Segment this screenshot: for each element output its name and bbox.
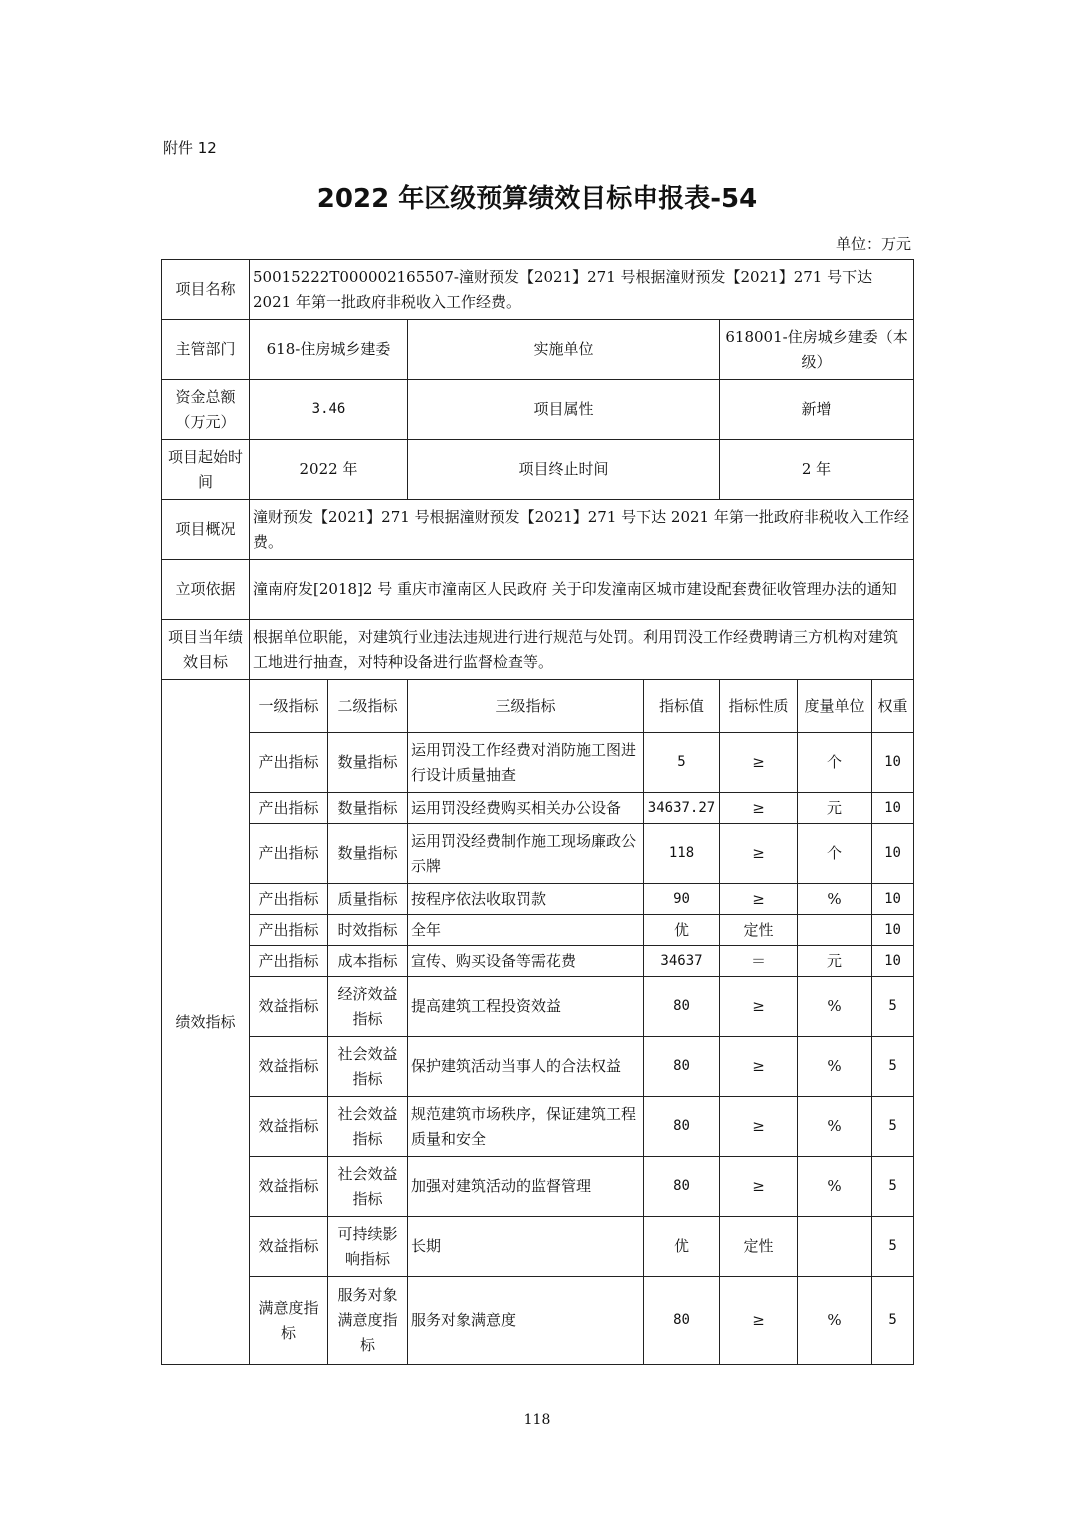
dept-value: 618-住房城乡建委 — [250, 320, 408, 380]
cell-l3: 加强对建筑活动的监督管理 — [408, 1157, 644, 1217]
cell-l2: 服务对象满意度指标 — [328, 1277, 408, 1365]
cell-nature: ≥ — [720, 733, 798, 793]
basis-label: 立项依据 — [162, 560, 250, 620]
page-title: 2022 年区级预算绩效目标申报表-54 — [316, 184, 758, 214]
impl-value: 618001-住房城乡建委（本级） — [720, 320, 914, 380]
cell-unit: % — [798, 1157, 872, 1217]
page-number: 118 — [523, 1412, 551, 1428]
table-row — [162, 1277, 914, 1365]
header-weight: 权重 — [872, 680, 914, 733]
cell-l2: 社会效益指标 — [328, 1157, 408, 1217]
cell-unit: 元 — [798, 793, 872, 824]
cell-nature: ≥ — [720, 793, 798, 824]
cell-nature: 定性 — [720, 1217, 798, 1277]
cell-unit: 元 — [798, 946, 872, 977]
cell-l2: 经济效益指标 — [328, 977, 408, 1037]
cell-weight: 10 — [872, 824, 914, 884]
dept-label: 主管部门 — [162, 320, 250, 380]
performance-target-table — [161, 259, 914, 1365]
table-row — [162, 1217, 914, 1277]
cell-weight: 10 — [872, 884, 914, 915]
table-row — [162, 915, 914, 946]
cell-l2: 时效指标 — [328, 915, 408, 946]
header-l2: 二级指标 — [328, 680, 408, 733]
cell-l2: 数量指标 — [328, 793, 408, 824]
cell-l2: 数量指标 — [328, 824, 408, 884]
table-row — [162, 1097, 914, 1157]
unit-label: 单位：万元 — [835, 235, 911, 253]
cell-l1: 产出指标 — [250, 733, 328, 793]
cell-weight: 10 — [872, 915, 914, 946]
cell-l2: 社会效益指标 — [328, 1097, 408, 1157]
header-value: 指标值 — [644, 680, 720, 733]
cell-l1: 产出指标 — [250, 824, 328, 884]
overview-label: 项目概况 — [162, 500, 250, 560]
cell-value: 优 — [644, 915, 720, 946]
cell-l3: 规范建筑市场秩序，保证建筑工程质量和安全 — [408, 1097, 644, 1157]
cell-nature: ≥ — [720, 1097, 798, 1157]
goal-value: 根据单位职能，对建筑行业违法违规进行进行规范与处罚。利用罚没工作经费聘请三方机构对建筑工地进行抽查，对特种设备进行监督检查等。 — [250, 620, 914, 680]
cell-value: 34637 — [644, 946, 720, 977]
cell-unit: % — [798, 1277, 872, 1365]
cell-weight: 5 — [872, 1217, 914, 1277]
cell-value: 118 — [644, 824, 720, 884]
cell-weight: 5 — [872, 1037, 914, 1097]
start-label: 项目起始时间 — [162, 440, 250, 500]
cell-value: 90 — [644, 884, 720, 915]
cell-nature: ≥ — [720, 1277, 798, 1365]
cell-weight: 10 — [872, 733, 914, 793]
impl-label: 实施单位 — [408, 320, 720, 380]
cell-weight: 5 — [872, 1157, 914, 1217]
cell-l3: 运用罚没经费制作施工现场廉政公示牌 — [408, 824, 644, 884]
cell-unit: % — [798, 1097, 872, 1157]
cell-l3: 全年 — [408, 915, 644, 946]
table-row — [162, 1037, 914, 1097]
overview-value: 潼财预发【2021】271 号根据潼财预发【2021】271 号下达 2021 年第一批政府非税收入工作经费。 — [250, 500, 914, 560]
header-l1: 一级指标 — [250, 680, 328, 733]
table-row — [162, 793, 914, 824]
attr-label: 项目属性 — [408, 380, 720, 440]
cell-l2: 成本指标 — [328, 946, 408, 977]
cell-value: 34637.27 — [644, 793, 720, 824]
cell-nature: ＝ — [720, 946, 798, 977]
cell-l1: 效益指标 — [250, 1217, 328, 1277]
header-l3: 三级指标 — [408, 680, 644, 733]
project-name-value: 50015222T000002165507-潼财预发【2021】271 号根据潼财预发【2021】271 号下达 2021 年第一批政府非税收入工作经费。 — [250, 260, 914, 320]
cell-l1: 效益指标 — [250, 1037, 328, 1097]
table-row — [162, 1157, 914, 1217]
cell-l1: 产出指标 — [250, 915, 328, 946]
cell-value: 优 — [644, 1217, 720, 1277]
end-label: 项目终止时间 — [408, 440, 720, 500]
fund-label: 资金总额（万元） — [162, 380, 250, 440]
cell-l1: 效益指标 — [250, 977, 328, 1037]
cell-value: 80 — [644, 1037, 720, 1097]
cell-unit — [798, 915, 872, 946]
table-row — [162, 824, 914, 884]
cell-value: 80 — [644, 977, 720, 1037]
attr-value: 新增 — [720, 380, 914, 440]
cell-l3: 宣传、购买设备等需花费 — [408, 946, 644, 977]
cell-nature: ≥ — [720, 824, 798, 884]
cell-unit: % — [798, 977, 872, 1037]
cell-l3: 服务对象满意度 — [408, 1277, 644, 1365]
cell-weight: 5 — [872, 1097, 914, 1157]
fund-value: 3.46 — [250, 380, 408, 440]
cell-l3: 运用罚没经费购买相关办公设备 — [408, 793, 644, 824]
cell-l2: 数量指标 — [328, 733, 408, 793]
end-value: 2 年 — [720, 440, 914, 500]
cell-value: 80 — [644, 1097, 720, 1157]
header-unit: 度量单位 — [798, 680, 872, 733]
project-name-label: 项目名称 — [162, 260, 250, 320]
goal-label: 项目当年绩效目标 — [162, 620, 250, 680]
cell-l1: 效益指标 — [250, 1097, 328, 1157]
cell-nature: ≥ — [720, 1157, 798, 1217]
table-row — [162, 946, 914, 977]
cell-nature: ≥ — [720, 884, 798, 915]
cell-weight: 10 — [872, 946, 914, 977]
cell-l3: 运用罚没工作经费对消防施工图进行设计质量抽查 — [408, 733, 644, 793]
cell-unit: % — [798, 884, 872, 915]
cell-unit: 个 — [798, 824, 872, 884]
perf-label: 绩效指标 — [162, 680, 250, 1365]
table-row — [162, 977, 914, 1037]
cell-l3: 保护建筑活动当事人的合法权益 — [408, 1037, 644, 1097]
start-value: 2022 年 — [250, 440, 408, 500]
cell-l1: 产出指标 — [250, 884, 328, 915]
cell-weight: 10 — [872, 793, 914, 824]
cell-value: 80 — [644, 1157, 720, 1217]
table-row — [162, 884, 914, 915]
cell-l1: 产出指标 — [250, 793, 328, 824]
cell-l3: 长期 — [408, 1217, 644, 1277]
cell-value: 5 — [644, 733, 720, 793]
cell-l2: 质量指标 — [328, 884, 408, 915]
cell-l2: 可持续影响指标 — [328, 1217, 408, 1277]
cell-l2: 社会效益指标 — [328, 1037, 408, 1097]
cell-unit: % — [798, 1037, 872, 1097]
annex-label: 附件 12 — [163, 139, 217, 157]
cell-nature: ≥ — [720, 1037, 798, 1097]
cell-l1: 满意度指标 — [250, 1277, 328, 1365]
table-row — [162, 733, 914, 793]
cell-l1: 效益指标 — [250, 1157, 328, 1217]
cell-l3: 按程序依法收取罚款 — [408, 884, 644, 915]
cell-nature: ≥ — [720, 977, 798, 1037]
cell-l1: 产出指标 — [250, 946, 328, 977]
basis-value: 潼南府发[2018]2 号 重庆市潼南区人民政府 关于印发潼南区城市建设配套费征收管理办法的通知 — [250, 560, 914, 620]
header-nature: 指标性质 — [720, 680, 798, 733]
cell-weight: 5 — [872, 1277, 914, 1365]
cell-unit — [798, 1217, 872, 1277]
cell-unit: 个 — [798, 733, 872, 793]
cell-nature: 定性 — [720, 915, 798, 946]
cell-l3: 提高建筑工程投资效益 — [408, 977, 644, 1037]
cell-weight: 5 — [872, 977, 914, 1037]
cell-value: 80 — [644, 1277, 720, 1365]
